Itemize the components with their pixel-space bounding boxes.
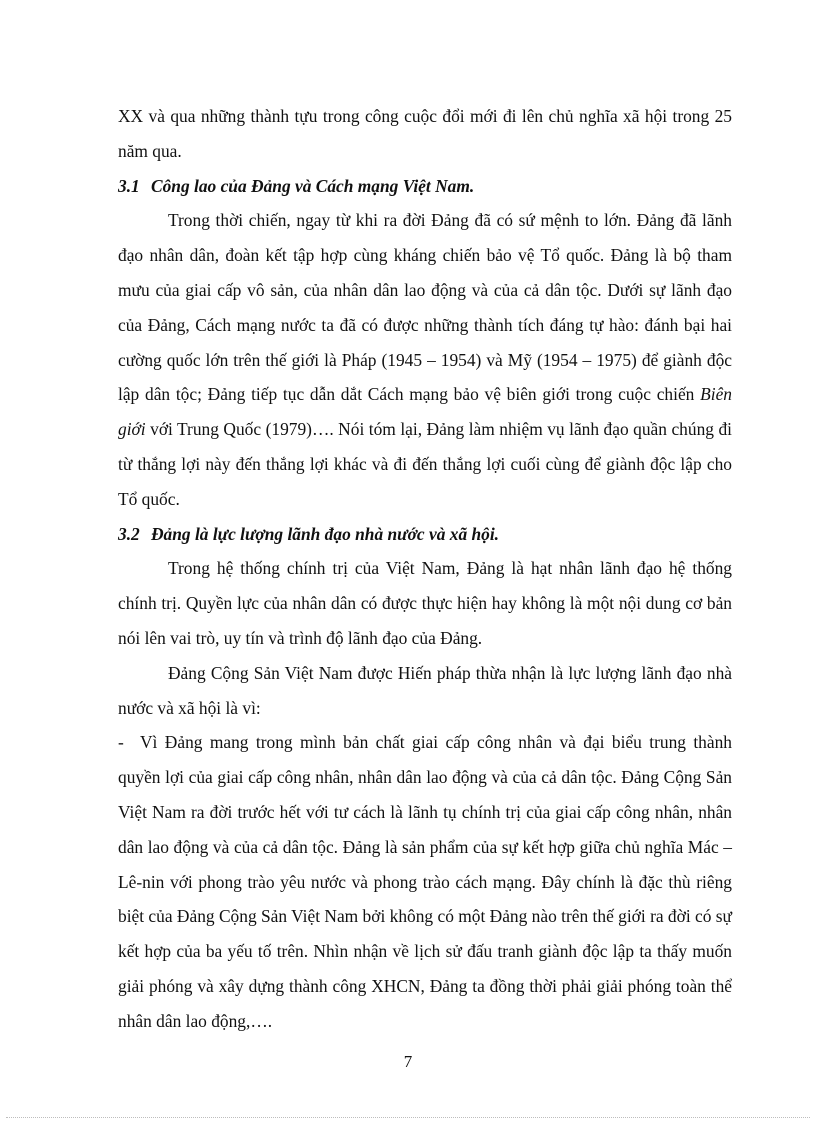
section-title: Công lao của Đảng và Cách mạng Việt Nam. [151, 175, 475, 196]
paragraph-constitution: Đảng Cộng Sản Việt Nam được Hiến pháp thừa nhận là lực lượng lãnh đạo nhà nước và xã hội là vì: [118, 662, 732, 718]
paragraph-wartime-role [118, 203, 732, 516]
section-heading-3-1 [118, 169, 732, 204]
section-heading-3-2 [118, 517, 732, 552]
paragraph-political-system: Trong hệ thống chính trị của Việt Nam, Đảng là hạt nhân lãnh đạo hệ thống chính trị. Quyền lực của nhân dân có được thực hiện hay không là một nội dung cơ bản nói lên vai trò, uy tín và trình độ lãnh đạo của Đảng. [118, 558, 732, 648]
bullet-item [118, 725, 732, 1038]
paragraph-text: với Trung Quốc (1979)…. Nói tóm lại, Đảng làm nhiệm vụ lãnh đạo quần chúng đi từ thắng lợi này đến thắng lợi khác và đi đến thắng lợi cuối cùng để giành độc lập cho Tổ quốc. [118, 419, 732, 509]
bullet-text: Vì Đảng mang trong mình bản chất giai cấp công nhân và đại biểu trung thành quyền lợi của giai cấp công nhân, nhân dân lao động và của cả dân tộc. Đảng Cộng Sản Việt Nam ra đời trước hết với tư cách là lãnh tụ chính trị của giai cấp công nhân, nhân dân lao động và của cả dân tộc. Đảng là sản phẩm của sự kết hợp giữa chủ nghĩa Mác – Lê-nin với phong trào yêu nước và phong trào cách mạng. Đây chính là đặc thù riêng biệt của Đảng Cộng Sản Việt Nam bởi không có một Đảng nào trên thế giới ra đời có sự kết hợp của ba yếu tố trên. Nhìn nhận về lịch sử đấu tranh giành độc lập ta thấy muốn giải phóng và xây dựng thành công XHCN, Đảng ta đồng thời phải giải phóng toàn thể nhân dân lao động,…. [118, 732, 732, 1031]
section-number: 3.2 [118, 523, 140, 544]
paragraph-text: Trong thời chiến, ngay từ khi ra đời Đảng đã có sứ mệnh to lớn. Đảng đã lãnh đạo nhân dân, đoàn kết tập hợp cùng kháng chiến bảo vệ Tổ quốc. Đảng là bộ tham mưu của giai cấp vô sản, của nhân dân lao động và của cả dân tộc. Dưới sự lãnh đạo của Đảng, Cách mạng nước ta đã có được những thành tích đáng tự hào: đánh bại hai cường quốc lớn trên thế giới là Pháp (1945 – 1954) và Mỹ (1954 – 1975) để giành độc lập dân tộc; Đảng tiếp tục dẫn dắt Cách mạng bảo vệ biên giới trong cuộc chiến [118, 210, 732, 405]
bullet-dash: - [118, 732, 124, 753]
paragraph-continuation: XX và qua những thành tựu trong công cuộc đổi mới đi lên chủ nghĩa xã hội trong 25 năm qua. [118, 106, 732, 161]
page-number: 7 [403, 1052, 413, 1071]
page-bottom-divider [6, 1117, 810, 1118]
page-body [118, 99, 732, 1039]
section-number: 3.1 [118, 175, 140, 196]
section-title: Đảng là lực lượng lãnh đạo nhà nước và xã hội. [151, 523, 500, 544]
italic-term: Biên giới [118, 384, 732, 440]
